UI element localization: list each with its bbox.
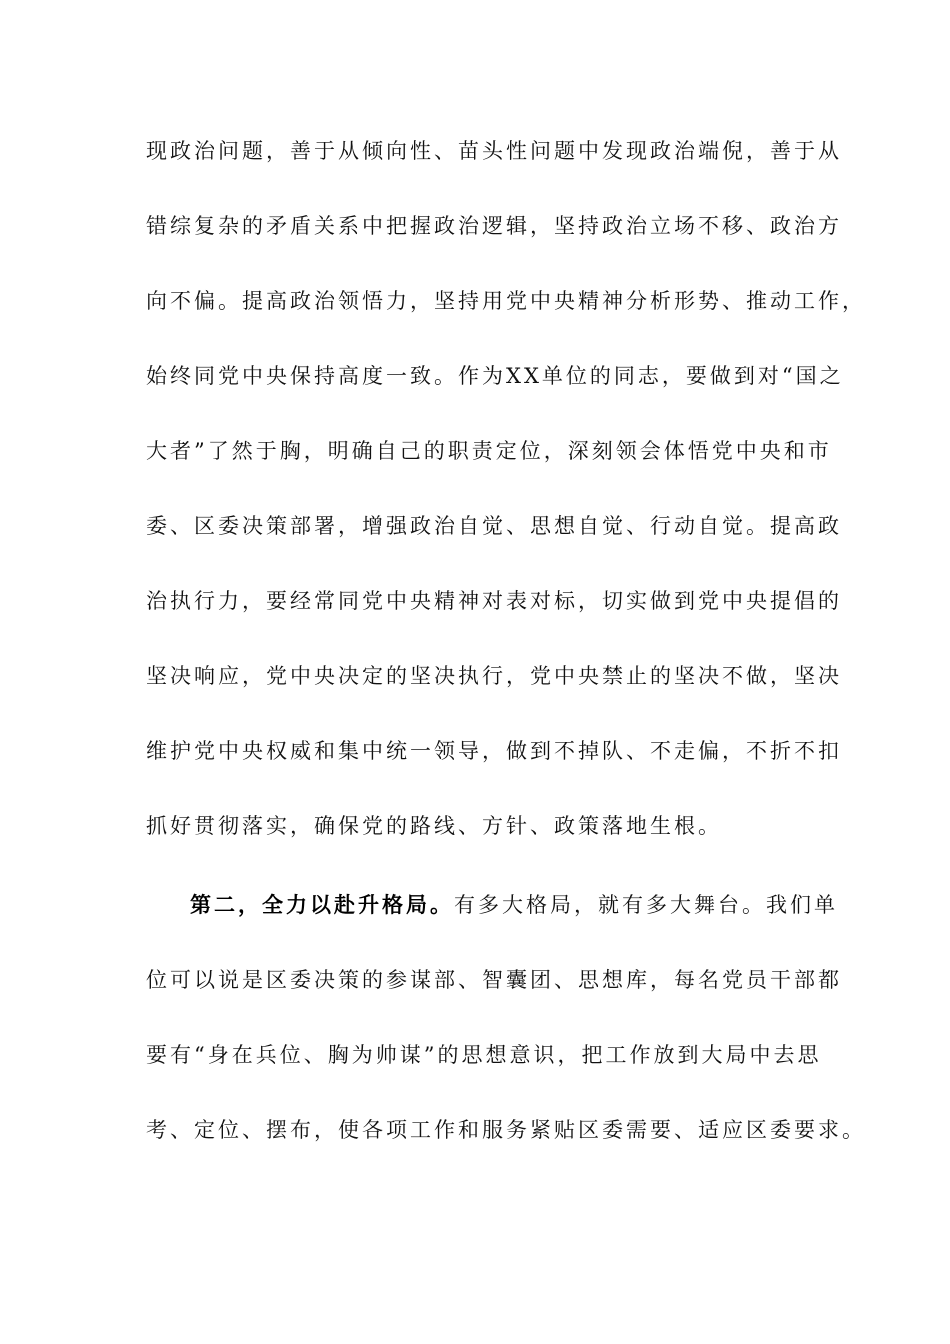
text-line: 大者”了然于胸，明确自己的职责定位，深刻领会体悟党中央和市 xyxy=(146,439,832,463)
paragraph-political-ability xyxy=(146,139,866,890)
text-line: 错综复杂的矛盾关系中把握政治逻辑，坚持政治立场不移、政治方 xyxy=(146,214,842,238)
text-line: 现政治问题，善于从倾向性、苗头性问题中发现政治端倪，善于从 xyxy=(146,139,842,163)
text-line: 始终同党中央保持高度一致。作为XX单位的同志，要做到对“国之 xyxy=(146,364,844,388)
text-line: 抓好贯彻落实，确保党的路线、方针、政策落地生根。 xyxy=(146,814,722,838)
text-line: 委、区委决策部署，增强政治自觉、思想自觉、行动自觉。提高政 xyxy=(146,514,842,538)
text-line: 坚决响应，党中央决定的坚决执行，党中央禁止的坚决不做，坚决 xyxy=(146,664,842,688)
section-lead-heading: 第二，全力以赴升格局。 xyxy=(190,892,454,917)
text-line: 考、定位、摆布，使各项工作和服务紧贴区委需要、适应区委要求。 xyxy=(146,1118,866,1142)
text-line: 治执行力，要经常同党中央精神对表对标，切实做到党中央提倡的 xyxy=(146,589,842,613)
text-line-first xyxy=(146,892,838,969)
text-line: 向不偏。提高政治领悟力，坚持用党中央精神分析形势、推动工作， xyxy=(146,289,866,313)
paragraph-improve-vision xyxy=(146,892,866,1194)
text-line: 维护党中央权威和集中统一领导，做到不掉队、不走偏，不折不扣 xyxy=(146,739,842,763)
text-line: 位可以说是区委决策的参谋部、智囊团、思想库，每名党员干部都 xyxy=(146,968,842,992)
text-line-rest: 有多大格局，就有多大舞台。我们单 xyxy=(454,893,838,917)
text-line: 要有“身在兵位、胸为帅谋”的思想意识，把工作放到大局中去思 xyxy=(146,1043,822,1067)
